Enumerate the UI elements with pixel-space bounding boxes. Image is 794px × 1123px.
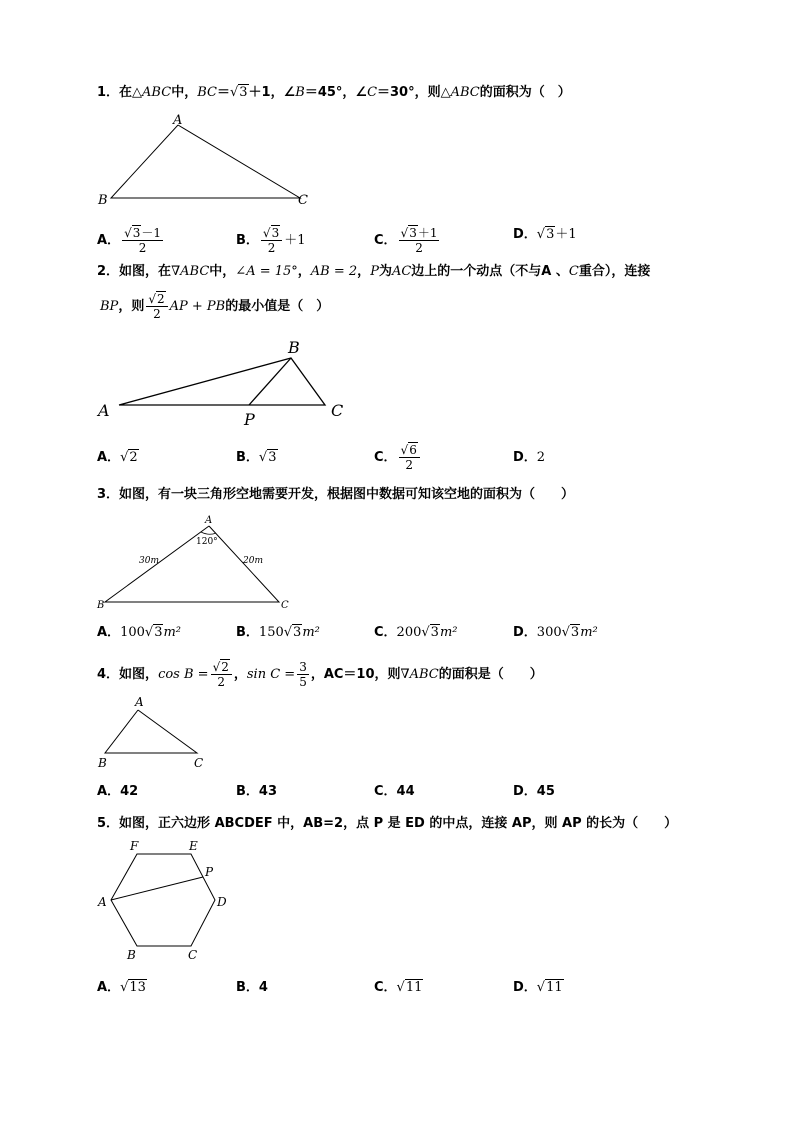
option-label: A． <box>97 784 121 799</box>
sqrt: √3 <box>536 227 555 242</box>
fraction: $\frac{√2}{2}$ <box>211 660 232 689</box>
vertex-label-c: C <box>281 600 289 611</box>
option-value: 45 <box>536 784 555 799</box>
fraction: $\frac{√3+1}{2}$ <box>400 226 438 255</box>
option-d[interactable] <box>513 979 564 997</box>
math-expr: ∇ABC <box>400 667 439 682</box>
radicand: 11 <box>546 980 563 995</box>
vertex-label-c: C <box>194 756 204 770</box>
figure-q4-triangle <box>95 692 215 772</box>
sqrt: √3 <box>229 85 248 100</box>
option-tail: ＋1 <box>284 233 306 248</box>
sqrt: √13 <box>120 980 146 995</box>
option-value: 44 <box>396 784 415 799</box>
math-var: B <box>295 85 305 100</box>
option-c[interactable] <box>374 783 415 801</box>
denominator: 2 <box>217 675 226 689</box>
vertex-label-a: A <box>205 515 213 526</box>
sqrt: √3 <box>421 625 439 640</box>
vertex-label-a: A <box>135 695 144 709</box>
sqrt: √3 <box>144 625 163 640</box>
math-var: ABC <box>450 85 480 100</box>
math-var: P <box>370 264 379 279</box>
option-value: 2 <box>536 450 546 465</box>
question-2-stem-line1 <box>97 263 650 281</box>
question-number: 5． <box>97 816 120 831</box>
stem-text: ＝30°，则△ <box>377 85 451 100</box>
question-1-stem <box>97 84 571 102</box>
radicand: 2 <box>129 450 138 465</box>
stem-text: 的面积是（ ） <box>438 667 543 682</box>
option-label: C． <box>374 980 397 995</box>
vertex-label-c: C <box>188 948 198 962</box>
coefficient: 100 <box>120 625 145 640</box>
question-2-stem-line2 <box>100 292 329 321</box>
fraction: $\frac{√3}{2}$ <box>261 226 282 255</box>
option-a[interactable] <box>97 783 138 801</box>
denominator: 2 <box>267 241 276 255</box>
vertex-label-d: D <box>217 895 227 909</box>
angle-label: 120° <box>196 537 218 547</box>
fraction: $\frac{√6}{2}$ <box>399 443 420 472</box>
option-a[interactable] <box>97 449 139 467</box>
option-label: D． <box>513 784 537 799</box>
option-value: 43 <box>258 784 278 799</box>
option-label: B． <box>236 625 259 640</box>
fraction <box>297 660 309 689</box>
vertex-label-b: B <box>97 600 105 611</box>
option-a[interactable] <box>97 624 181 642</box>
vertex-label-b: B <box>127 948 136 962</box>
option-b[interactable] <box>236 624 320 642</box>
question-number: 4． <box>97 667 120 682</box>
option-b[interactable] <box>236 226 306 255</box>
vertex-label-b: B <box>98 756 107 770</box>
figure-q1-triangle <box>95 112 325 212</box>
option-c[interactable] <box>374 624 458 642</box>
option-label: B． <box>236 784 259 799</box>
option-label: D． <box>513 450 537 465</box>
question-4-stem <box>97 660 543 689</box>
stem-text: 为 <box>378 264 392 279</box>
radicand: 2 <box>221 660 229 674</box>
unit: m² <box>439 625 458 640</box>
option-value: 4 <box>258 980 268 995</box>
radicand: 3 <box>293 625 302 640</box>
option-label: C． <box>374 625 397 640</box>
stem-text: 如图， <box>119 667 159 682</box>
option-value: 42 <box>120 784 139 799</box>
vertex-label-b: B <box>98 193 108 208</box>
option-b[interactable] <box>236 979 268 997</box>
radicand: 3 <box>409 226 417 240</box>
option-label: D． <box>513 625 537 640</box>
stem-text: ＝ <box>216 85 230 100</box>
radicand: 3 <box>239 85 248 100</box>
math-expr: sin C = <box>246 667 296 682</box>
radicand: 2 <box>156 292 165 306</box>
stem-text: ＋1，∠ <box>248 85 296 100</box>
option-tail: ＋1 <box>555 227 577 242</box>
math-var: ABC <box>142 85 172 100</box>
option-label: A． <box>97 980 121 995</box>
radicand: 13 <box>129 980 146 995</box>
vertex-label-c: C <box>331 401 344 420</box>
option-a[interactable] <box>97 226 165 255</box>
coefficient: 300 <box>536 625 562 640</box>
sqrt: √3 <box>283 625 302 640</box>
vertex-label-e: E <box>189 839 198 853</box>
option-label: B． <box>236 233 259 248</box>
sqrt: √11 <box>536 980 563 995</box>
math-expr: cos B = <box>158 667 209 682</box>
sqrt: √3 <box>258 450 277 465</box>
denominator: 5 <box>299 675 307 689</box>
stem-text: 如图，在 <box>119 264 172 279</box>
option-label: A． <box>97 450 121 465</box>
vertex-label-p: P <box>244 410 255 429</box>
option-label: B． <box>236 450 259 465</box>
question-number: 3． <box>97 487 120 502</box>
radicand: 6 <box>409 443 417 457</box>
unit: m² <box>580 625 598 640</box>
radicand: 3 <box>271 226 280 240</box>
sqrt: √3 <box>561 625 580 640</box>
option-label: A． <box>97 233 121 248</box>
option-label: D． <box>513 980 537 995</box>
option-b[interactable] <box>236 783 277 801</box>
option-label: C． <box>374 233 397 248</box>
fraction: $\frac{√2}{2}$ <box>146 292 167 321</box>
vertex-label-f: F <box>130 839 139 853</box>
option-d[interactable] <box>513 226 577 244</box>
option-d[interactable] <box>513 624 598 642</box>
math-var: C <box>568 264 579 279</box>
vertex-label-c: C <box>298 193 308 208</box>
option-c[interactable] <box>374 443 422 472</box>
math-expr: BP <box>100 299 119 314</box>
sqrt: √2 <box>120 450 138 465</box>
denominator: 2 <box>153 307 161 321</box>
math-expr: AB = 2 <box>310 264 358 279</box>
stem-text: 的面积为（ ） <box>479 85 571 100</box>
numerator: 3 <box>299 660 307 674</box>
denominator: 2 <box>415 241 423 255</box>
stem-text: ， <box>233 667 247 682</box>
stem-text: 在△ <box>119 85 143 100</box>
math-var: C <box>367 85 378 100</box>
question-5-stem <box>97 815 677 833</box>
sqrt: √11 <box>396 980 423 995</box>
figure-q5-hexagon <box>95 838 245 968</box>
stem-text: 如图，正六边形 ABCDEF 中，AB=2，点 P 是 ED 的中点，连接 AP，则 AP 的长为（ ） <box>119 816 678 831</box>
option-label: C． <box>374 784 397 799</box>
option-b[interactable] <box>236 449 278 467</box>
stem-text: ， <box>297 264 311 279</box>
fraction: $\frac{√3-1}{2}$ <box>124 226 161 255</box>
math-expr: ∠A = 15° <box>235 264 298 279</box>
option-d[interactable] <box>513 783 555 801</box>
stem-text: 中， <box>209 264 236 279</box>
stem-text: ，则 <box>118 299 145 314</box>
radicand: 3 <box>132 226 141 240</box>
vertex-label-a: A <box>98 401 110 420</box>
unit: m² <box>163 625 182 640</box>
option-c[interactable] <box>374 226 441 255</box>
unit: m² <box>302 625 320 640</box>
stem-text: 重合），连接 <box>578 264 651 279</box>
question-number: 2． <box>97 264 120 279</box>
vertex-label-a: A <box>98 895 107 909</box>
numerator-tail: －1 <box>141 226 161 240</box>
option-label: B． <box>236 980 259 995</box>
option-label: C． <box>374 450 397 465</box>
stem-text: 中， <box>171 85 198 100</box>
figure-q3-triangle <box>95 512 305 617</box>
stem-text: ， <box>357 264 371 279</box>
stem-text: ＝45°，∠ <box>304 85 368 100</box>
stem-text: ，AC＝10，则 <box>310 667 401 682</box>
radicand: 3 <box>546 227 555 242</box>
radicand: 3 <box>430 625 439 640</box>
denominator: 2 <box>138 241 147 255</box>
radicand: 11 <box>405 980 423 995</box>
math-expr: ∇ABC <box>171 264 210 279</box>
option-label: A． <box>97 625 121 640</box>
radicand: 3 <box>268 450 277 465</box>
stem-text: 边上的一个动点（不与A 、 <box>411 264 569 279</box>
question-number: 1． <box>97 85 120 100</box>
point-label-p: P <box>205 865 214 879</box>
coefficient: 200 <box>396 625 422 640</box>
side-label-ab: 30m <box>139 556 159 566</box>
numerator-tail: ＋1 <box>417 226 438 240</box>
coefficient: 150 <box>258 625 284 640</box>
math-expr: AP + PB <box>169 299 226 314</box>
option-a[interactable] <box>97 979 147 997</box>
denominator: 2 <box>405 458 414 472</box>
math-var: BC <box>197 85 217 100</box>
math-var: AC <box>391 264 412 279</box>
radicand: 3 <box>570 625 580 640</box>
figure-q2-triangle <box>95 335 355 435</box>
question-3-stem <box>97 486 574 504</box>
stem-text: 如图，有一块三角形空地需要开发，根据图中数据可知该空地的面积为（ ） <box>119 487 575 502</box>
stem-text: 的最小值是（ ） <box>225 299 330 314</box>
vertex-label-b: B <box>288 338 300 357</box>
radicand: 3 <box>154 625 163 640</box>
vertex-label-a: A <box>173 113 183 128</box>
option-c[interactable] <box>374 979 423 997</box>
option-label: D． <box>513 227 537 242</box>
option-d[interactable] <box>513 449 545 467</box>
side-label-ac: 20m <box>243 556 263 566</box>
